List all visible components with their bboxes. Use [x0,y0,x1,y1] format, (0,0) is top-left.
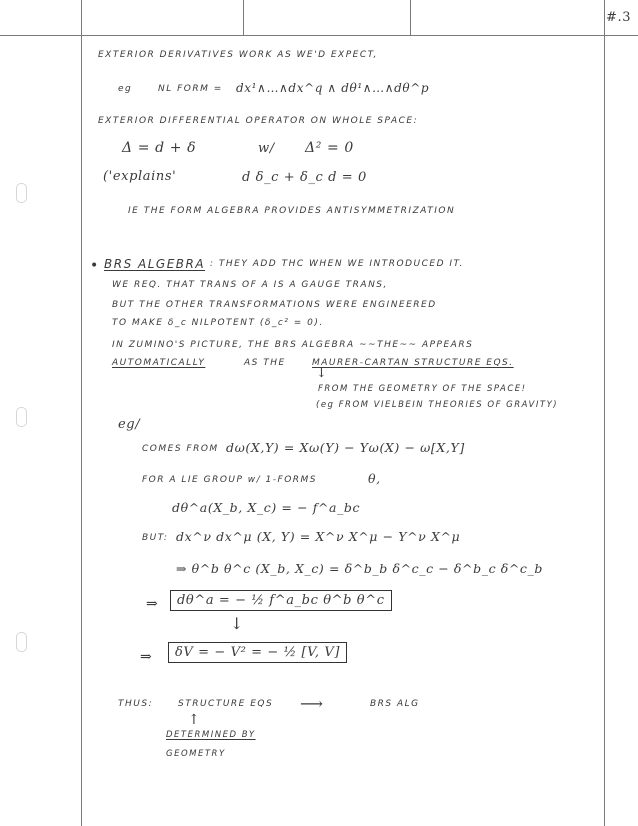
note-line: THUS: [118,699,154,709]
math-expression: Δ² = 0 [305,140,354,156]
header-divider-2 [410,0,411,35]
annotation: FROM THE GEOMETRY OF THE SPACE! [318,384,527,394]
note-line: NL FORM = [158,84,223,94]
punch-hole-3 [16,632,27,652]
down-arrow-icon: ↓ [316,366,328,381]
page-number: #.3 [606,10,632,25]
implies-icon: ⇒ [146,596,159,612]
note-line: FOR A LIE GROUP w/ 1-FORMS [142,475,318,485]
note-line: IE THE FORM ALGEBRA PROVIDES ANTISYMMETRIZATION [128,206,456,216]
up-arrow-icon: ↑ [188,712,201,728]
header-divider-3 [604,0,605,826]
top-rule [0,35,638,36]
note-line: ('explains' [103,169,177,184]
math-expression: dω(X,Y) = Xω(Y) − Yω(X) − ω[X,Y] [226,440,465,455]
right-arrow-icon: ⟶ [300,694,324,713]
note-line: TO MAKE δ_c NILPOTENT (δ_c² = 0). [112,318,324,328]
math-expression: θ, [368,471,381,486]
punch-hole-2 [16,407,27,427]
math-expression: d δ_c + δ_c d = 0 [242,170,367,185]
example-label: eg/ [118,417,141,432]
boxed-equation: dθ^a = − ½ f^a_bc θ^b θ^c [170,590,392,611]
note-line: IN ZUMINO'S PICTURE, THE BRS ALGEBRA ~~THE~~ APPEARS [112,340,474,350]
note-line: eg [118,84,133,94]
note-line: EXTERIOR DERIVATIVES WORK AS WE'D EXPECT, [98,50,378,60]
annotation: DETERMINED BY [166,730,256,740]
note-line: AS THE [244,358,286,368]
annotation: GEOMETRY [166,749,226,759]
math-expression: ⇒ θ^b θ^c (X_b, X_c) = δ^b_b δ^c_c − δ^b_c δ^c_b [176,561,543,576]
bullet: • [90,258,99,274]
annotation: (eg FROM VIELBEIN THEORIES OF GRAVITY) [316,400,559,410]
margin-rule [81,0,82,826]
math-expression: w/ [258,141,275,156]
note-line: BRS ALG [370,699,420,709]
note-line: : THEY ADD THC WHEN WE INTRODUCED IT. [210,259,464,269]
punch-hole-1 [16,183,27,203]
note-line: MAURER-CARTAN STRUCTURE EQS. [312,358,514,368]
math-expression: dθ^a(X_b, X_c) = − f^a_bc [172,500,361,515]
note-line: BUT THE OTHER TRANSFORMATIONS WERE ENGINEERED [112,300,437,310]
math-expression: Δ = d + δ [122,140,197,156]
note-line: STRUCTURE EQS [178,699,274,709]
math-expression: dx¹∧…∧dx^q ∧ dθ¹∧…∧dθ^p [236,81,430,95]
note-line: COMES FROM [142,444,219,454]
math-expression: dx^ν dx^μ (X, Y) = X^ν X^μ − Y^ν X^μ [176,529,461,544]
implies-icon: ⇒ [140,649,153,665]
boxed-equation: δV = − V² = − ½ [V, V] [168,642,347,663]
note-line: BUT: [142,533,169,543]
note-line: EXTERIOR DIFFERENTIAL OPERATOR ON WHOLE SPACE: [98,116,419,126]
section-heading: BRS ALGEBRA [104,257,206,271]
note-line: WE REQ. THAT TRANS OF A IS A GAUGE TRANS, [112,280,388,290]
down-arrow-icon: ↓ [230,614,245,633]
header-divider-1 [243,0,244,35]
note-line: AUTOMATICALLY [112,358,206,368]
